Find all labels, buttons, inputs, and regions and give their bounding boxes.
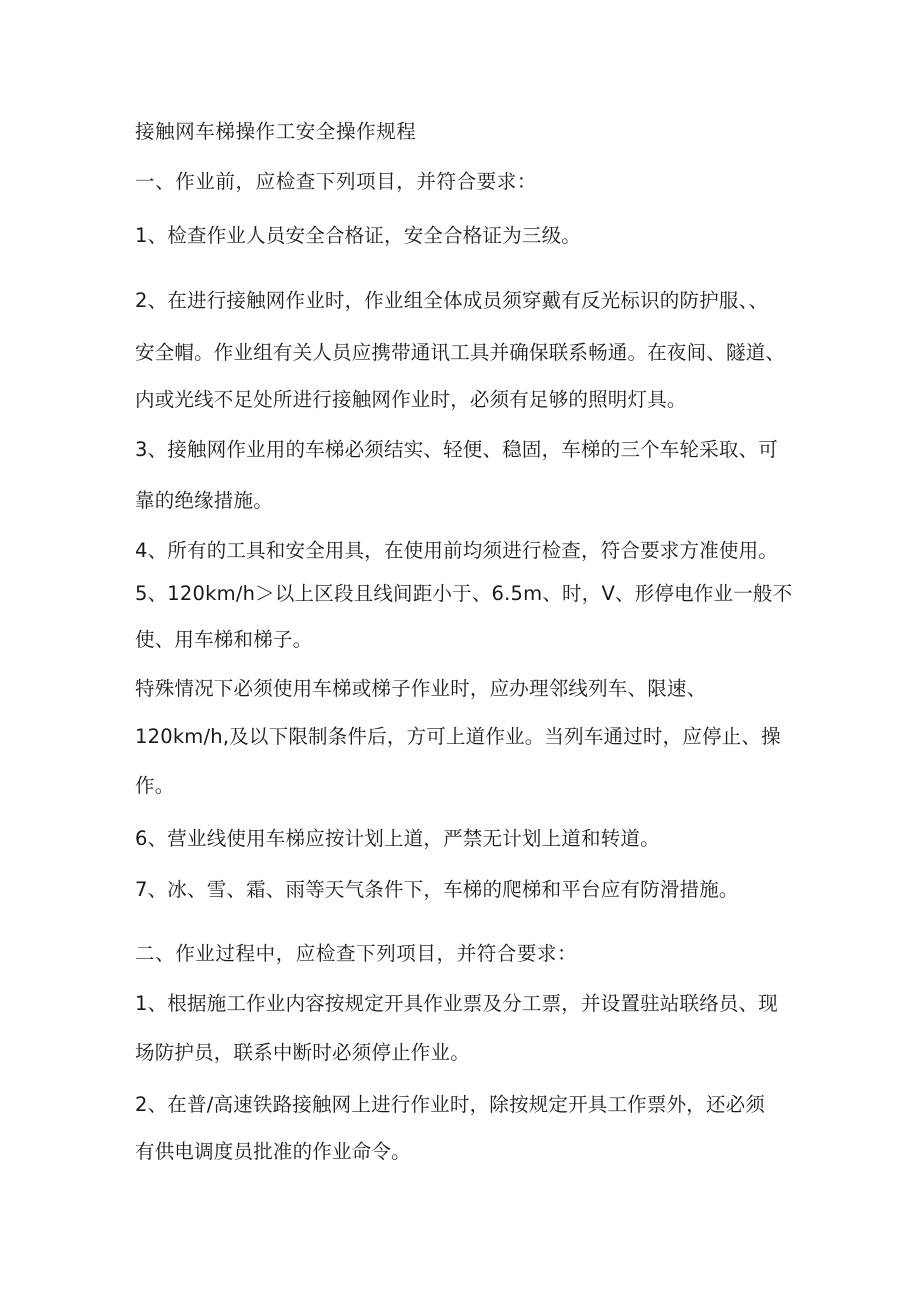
paragraph-line: 2、在普/高速铁路接触网上进行作业时，除按规定开具工作票外，还必须: [135, 1093, 766, 1116]
paragraph-line: 5、120km∕h＞以上区段且线间距小于、6.5m、时，V、形停电作业一般不: [135, 582, 793, 605]
paragraph-line: 6、营业线使用车梯应按计划上道，严禁无计划上道和转道。: [135, 827, 660, 850]
section-heading-1: 一、作业前，应检查下列项目，并符合要求：: [135, 170, 538, 193]
paragraph-line: 2、在进行接触网作业时，作业组全体成员须穿戴有反光标识的防护服、、: [135, 289, 769, 312]
paragraph-line: 靠的绝缘措施。: [135, 489, 273, 512]
paragraph-line: 7、冰、雪、霜、雨等天气条件下，车梯的爬梯和平台应有防滑措施。: [135, 878, 739, 901]
paragraph-line: 1、检查作业人员安全合格证，安全合格证为三级。: [135, 224, 582, 247]
paragraph-line: 1、根据施工作业内容按规定开具作业票及分工票，并设置驻站联络员、现: [135, 992, 779, 1015]
paragraph-line: 使、用车梯和梯子。: [135, 628, 313, 651]
paragraph-line: 4、所有的工具和安全用具，在使用前均须进行检查，符合要求方准使用。: [135, 539, 779, 562]
paragraph-line: 有供电调度员批准的作业命令。: [135, 1140, 411, 1163]
paragraph-line: 作。: [135, 774, 175, 797]
paragraph-line: 安全帽。作业组有关人员应携带通讯工具并确保联系畅通。在夜间、隧道、: [135, 341, 786, 364]
document-title: 接触网车梯操作工安全操作规程: [135, 120, 417, 143]
paragraph-line: 3、接触网作业用的车梯必须结实、轻便、稳固，车梯的三个车轮采取、可: [135, 438, 779, 461]
paragraph-line: 特殊情况下必须使用车梯或梯子作业时，应办理邻线列车、限速、: [135, 677, 707, 700]
section-heading-2: 二、作业过程中，应检查下列项目，并符合要求：: [135, 942, 578, 965]
paragraph-line: 120km∕h,及以下限制条件后，方可上道作业。当列车通过时，应停止、操: [135, 725, 781, 748]
paragraph-line: 场防护员，联系中断时必须停止作业。: [135, 1041, 470, 1064]
paragraph-line: 内或光线不足处所进行接触网作业时，必须有足够的照明灯具。: [135, 388, 687, 411]
